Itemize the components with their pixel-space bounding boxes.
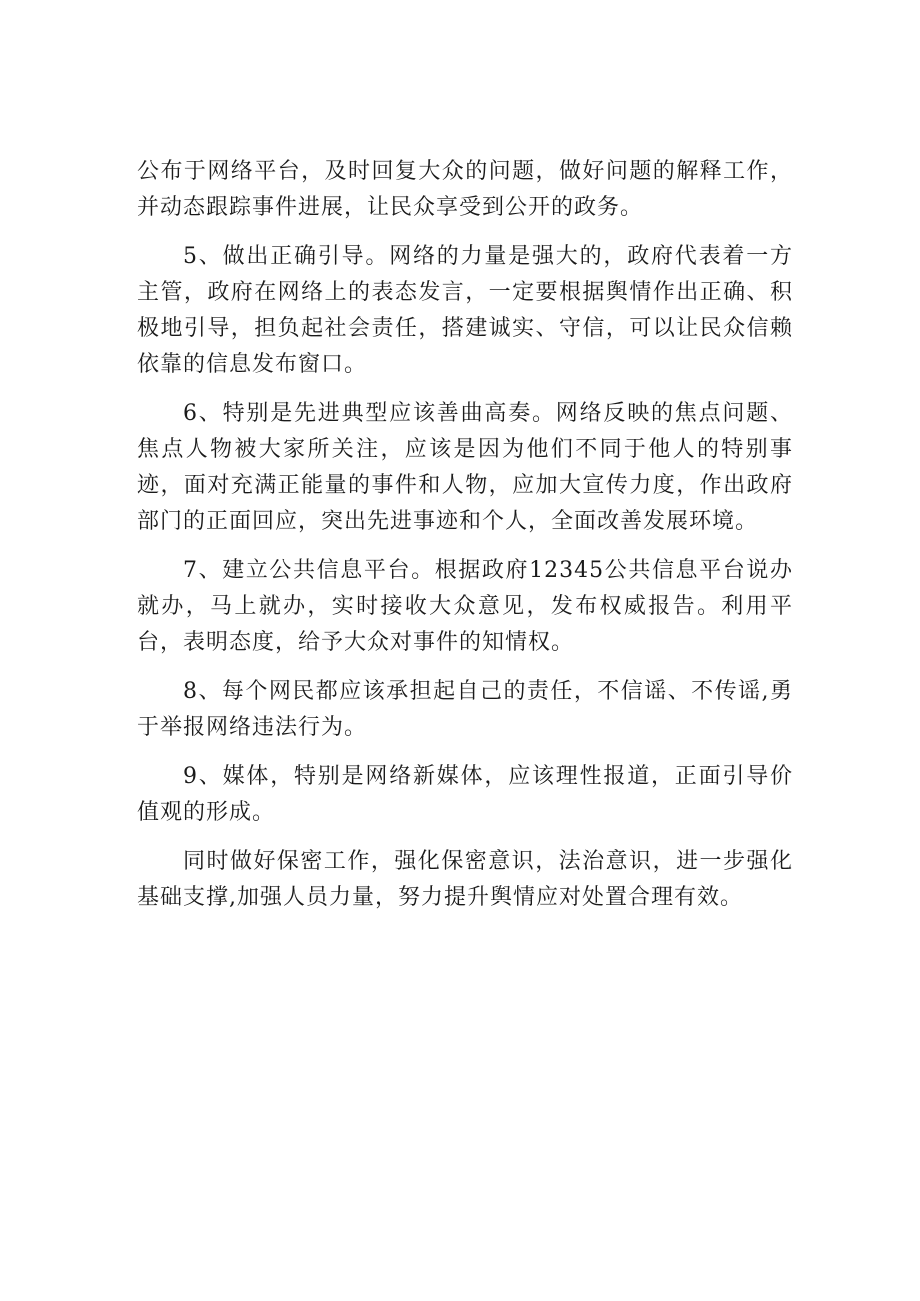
paragraph-item-6: 6、特别是先进典型应该善曲高奏。网络反映的焦点问题、焦点人物被大家所关注，应该是因为他们不同于他人的特别事迹，面对充满正能量的事件和人物，应加大宣传力度，作出政府部门的正面回应，突出先进事迹和个人，全面改善发展环境。 xyxy=(137,401,793,534)
paragraph-item-5: 5、做出正确引导。网络的力量是强大的，政府代表着一方主管，政府在网络上的表态发言，一定要根据舆情作出正确、积极地引导，担负起社会责任，搭建诚实、守信，可以让民众信赖依靠的信息发布窗口。 xyxy=(137,244,793,377)
paragraph-continuation: 公布于网络平台，及时回复大众的问题，做好问题的解释工作，并动态跟踪事件进展，让民众享受到公开的政务。 xyxy=(137,159,793,220)
document-body xyxy=(137,154,793,929)
paragraph-item-8: 8、每个网民都应该承担起自己的责任，不信谣、不传谣,勇于举报网络违法行为。 xyxy=(137,679,793,740)
paragraph-conclusion: 同时做好保密工作，强化保密意识，法治意识，进一步强化基础支撑,加强人员力量，努力提升舆情应对处置合理有效。 xyxy=(137,849,793,910)
paragraph-item-7: 7、建立公共信息平台。根据政府12345公共信息平台说办就办，马上就办，实时接收大众意见，发布权威报告。利用平台，表明态度，给予大众对事件的知情权。 xyxy=(137,558,793,655)
paragraph-item-9: 9、媒体，特别是网络新媒体，应该理性报道，正面引导价值观的形成。 xyxy=(137,764,793,825)
